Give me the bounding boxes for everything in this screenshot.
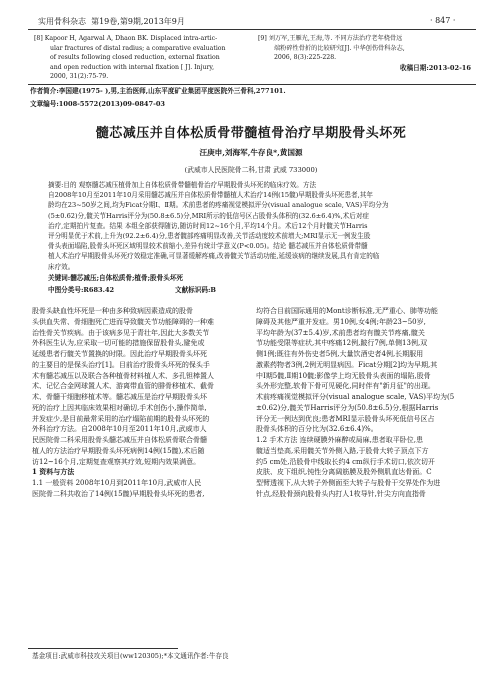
journal-header — [38, 16, 185, 27]
body-line: 1.2 手术方法 连续硬膜外麻醉或局麻,患者取平卧位,患 — [256, 436, 424, 444]
abstract-line: 评分明显优于术前,上升为(92.2±6.4)分,患者髋部疼痛明显改善,关节活动度较术前增大;MRI显示无一例发生股 — [48, 232, 371, 241]
abstract-line: 床疗效。 — [48, 262, 75, 271]
header-rule — [28, 29, 476, 30]
journal-name: 实用骨科杂志 — [38, 17, 86, 26]
body-line: 股骨头缺血性坏死是一种由多种致病因素造成的股骨 — [32, 307, 193, 315]
body-line: 死的治疗上因其临床效果相对确切,手术创伤小,操作简单, — [32, 403, 207, 412]
document-code: 文献标识码:B — [175, 286, 216, 294]
abstract-line: 自2008年10月至2011年10月采用髓芯减压并自体松质骨带髓植人术治疗14例(15髋)早期股骨头坏死患者,其年 — [48, 191, 373, 200]
body-line: 股骨头体积的百分比为(32.6±6.4)%。 — [256, 425, 378, 434]
body-line: 评分无一例达到优良;患者MRI显示股骨头坏死低信号区占 — [256, 414, 435, 423]
body-line: 外科医生认为,应采取一切可能的措施保留股骨头,避免或 — [32, 339, 205, 348]
author-note: 作者简介:李国建(1975- ),男,主治医师,山东平度矿业集团平度医院外三骨科,277101. — [30, 87, 286, 95]
abstract — [48, 180, 456, 272]
reference-line: [9] 刘万军,王雁光,王海,等. 不同方法治疗老年桡骨远 — [258, 35, 403, 42]
body-line: 医院骨二科共收治了14例(15髋)早期股骨头坏死的患者, — [32, 489, 205, 498]
body-line: 障碍及其他严重并发症。男10例,女4例;年龄23~50岁, — [256, 317, 426, 326]
abstract-line: 植人术治疗早期股骨头坏死疗效稳定准确,可显著缓解疼痛,改善髋关节活动功能,延缓该病的继续发展,具有肯定的临 — [48, 252, 380, 261]
reference-line: 端粉碎性骨折的比较研究[J]. 中华创伤骨科杂志, — [274, 44, 405, 52]
body-line: 治性骨关节疾病。由于该病多见于青壮年,因此大多数关节 — [32, 328, 210, 337]
reference-list-left — [34, 34, 249, 82]
body-line: 头外形完整,软骨下骨可见硬化,同时伴有"新月征"的出现。 — [256, 382, 435, 391]
reference-list-right — [258, 34, 476, 63]
reference-line: 2006, 8(3):225-228. — [274, 54, 337, 62]
body-line: 外科治疗方法。自2008年10月至2011年10月,武威市人 — [32, 425, 207, 434]
body-line: 头供血失常、骨细胞死亡进而导致髋关节功能障碍的一种难 — [32, 317, 214, 326]
body-line: 平均年龄为(37±5.4)岁,术前患者均有髋关节疼痛,髋关 — [256, 328, 425, 337]
body-line: 中Ⅰ期5髋,Ⅱ期10髋;影像学上均无股骨头表面的塌陷,股骨 — [256, 371, 431, 380]
body-line: 并发症少,是目前最常采用的治疗塌陷前期的股骨头坏死的 — [32, 414, 210, 423]
body-line: 激素药物者3例,2例无明显病因。Ficat分期[2]均为早期,其 — [256, 360, 438, 369]
reference-line: [8] Kapoor H, Agarwal A, Dhaon BK. Displaced intra-artic- — [34, 35, 218, 42]
body-line: 1.1 一般资料 2008年10月到2011年10月,武威市人民 — [32, 479, 202, 487]
body-line: 术前疼痛视觉模拟评分(visual analogue scale, VAS)平均为(5 — [256, 393, 455, 401]
body-line: 侧1例;既往有外伤史者5例,大量饮酒史者4例,长期服用 — [256, 350, 424, 358]
clc-number: 中图分类号:R683.42 — [48, 286, 115, 294]
reference-line: of results following closed reduction, external fixation — [50, 54, 220, 62]
section-heading: 1 资料与方法 — [32, 467, 75, 477]
body-line: 约5 cm处,沿股骨中线取长约4 cm纵行手术切口,依次切开 — [256, 457, 435, 466]
body-line: 的主要目的是保头治疗[1]。目前治疗股骨头坏死的保头手 — [32, 360, 210, 369]
body-line: 访12~16个月,定期复查观察其疗效,短期内效果满意。 — [32, 457, 201, 466]
body-line: 术、骨髓干细胞移植术等。髓芯减压是治疗早期股骨头坏 — [32, 393, 207, 401]
body-line: 延缓患者行髋关节置换的时限。因此治疗早期股骨头坏死 — [32, 350, 207, 358]
body-line: 节功能受限等症状,其中疼痛12例,跛行7例,单侧13例,双 — [256, 339, 428, 348]
received-date: 收稿日期:2013-02-16 — [400, 64, 471, 72]
body-column-left — [32, 306, 245, 500]
abstract-line: (5±0.62)分,髋关节Harris评分为(50.8±6.5)分,MRI所示的低信号区占股骨头体积的(32.6±6.4)%,术后对症 — [48, 211, 370, 220]
body-line: 植人的方法治疗早期股骨头坏死病例14例(15髋),术后随 — [32, 446, 205, 455]
affiliation: (武威市人民医院骨二科,甘肃 武威 733000) — [184, 166, 318, 174]
reference-line: and open reduction with internal fixation [ J]. Injury, — [50, 63, 215, 71]
section-rule — [28, 84, 476, 85]
keywords: 关键词:髓芯减压;自体松质骨;植骨;股骨头坏死 — [48, 274, 184, 282]
abstract-line: 摘要:目的 观察髓芯减压植骨加上自体松质骨带髓植骨治疗早期股骨头坏死的临床疗效。方法 — [48, 181, 317, 189]
abstract-line: 龄均在23~50岁之间,均为Ficat分期Ⅰ、Ⅱ期。术前患者的疼痛视觉模拟评分(visual analogue scale, VAS)平均分为 — [48, 201, 389, 210]
funding-footnote: 基金项目:武威市科技攻关项目(ww120305);*本文通讯作者:牛存良 — [32, 652, 229, 660]
body-line: 针点,经股骨颈向股骨头内打人1枚导针,针尖方向直指骨 — [256, 489, 426, 498]
abstract-line: 骨头表面塌陷,股骨头坏死区域明显较术前缩小,差异有统计学意义(P<0.05)。结论 髓芯减压并自体松质骨带髓 — [48, 242, 368, 251]
journal-issue: 第19卷,第9期,2013年9月 — [91, 17, 185, 26]
body-line: 术有髓芯减压以及联合各种植骨材料植人术、多孔钽棒置人 — [32, 371, 214, 380]
body-column-right — [256, 306, 476, 500]
body-line: ±0.62)分,髋关节Harris评分为(50.8±6.5)分,根据Harris — [256, 403, 439, 412]
body-line: 均符合目前国际通用的Mont诊断标准,无严重心、肺等功能 — [256, 307, 438, 315]
footnote-rule — [28, 648, 178, 649]
body-line: 皮肤、皮下组织,钝性分离阔筋膜及股外侧肌直达骨面。C — [256, 468, 432, 477]
article-title: 髓芯减压并自体松质骨带髓植骨治疗早期股骨头坏死 — [95, 126, 407, 141]
body-line: 型臂透视下,从大转子外侧面至大转子与股骨干交界处作为进 — [256, 479, 441, 487]
reference-line: 2000, 31(2):75-79. — [50, 73, 109, 81]
body-line: 术、记忆合金网球置人术、游离带血管的腓骨移植术、截骨 — [32, 382, 214, 391]
page-number: · 847 · — [430, 16, 456, 25]
body-line: 髋适当垫高,采用髋关节外侧入路,于股骨大转子顶点下方 — [256, 446, 429, 455]
authors: 汪庚申,刘海军,牛存良*,黄国源 — [199, 148, 303, 157]
reference-line: ular fractures of distal radius; a comparative evaluation — [50, 44, 226, 52]
article-number: 文章编号:1008-5572(2013)09-0847-03 — [30, 100, 166, 108]
body-line: 民医院骨二科采用股骨头髓芯减压并自体松质骨联合骨髓 — [32, 436, 207, 444]
abstract-line: 治疗,定期拍片复查。结果 本组全部获得随访,随访时间12~16个月,平均14个月。术后12个月时髋关节Harris — [48, 221, 368, 230]
